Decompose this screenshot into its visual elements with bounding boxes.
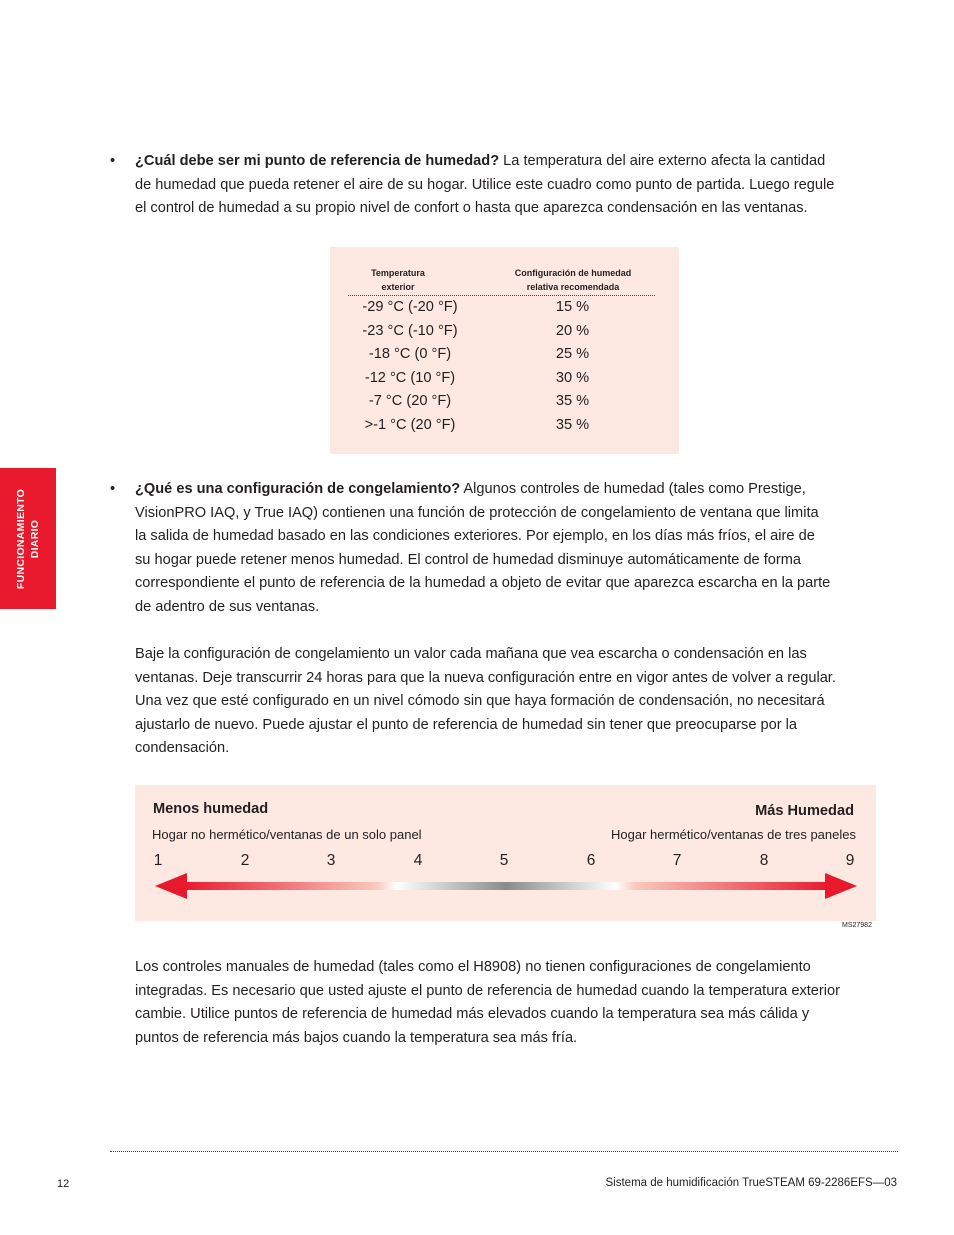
page-number: 12 — [57, 1178, 70, 1190]
scale-number: 4 — [413, 852, 423, 869]
scale-number: 1 — [153, 852, 163, 869]
table-row: >-1 °C (20 °F) 35 % — [364, 416, 590, 433]
scale-number: 5 — [499, 852, 509, 869]
paragraph-manual-controls: Los controles manuales de humedad (tales como el H8908) no tienen configuraciones de congelamiento integradas. Es necesario que usted ajuste el punto de referencia de humedad cuando la temperatura exterior cambie. Utilice puntos de referencia de humedad más elevados cuando la temperatura sea más cálida y puntos de referencia más bajos cuando la temperatura sea más fría. — [135, 959, 841, 1046]
scale-number: 2 — [240, 852, 250, 869]
table-row: -7 °C (20 °F) 35 % — [368, 393, 590, 409]
table-header-humidity: Configuración de humedad relativa recomendada — [514, 268, 632, 292]
more-humidity-sublabel: Hogar hermético/ventanas de tres paneles — [611, 827, 856, 842]
less-humidity-sublabel: Hogar no hermético/ventanas de un solo panel — [152, 827, 422, 842]
table-row: -29 °C (-20 °F) 15 % — [362, 299, 590, 315]
scale-number: 3 — [326, 852, 336, 869]
section-tab — [0, 468, 56, 609]
scale-number: 9 — [845, 852, 855, 869]
paragraph-adjust-freeze: Baje la configuración de congelamiento un valor cada mañana que vea escarcha o condensación en las ventanas. Deje transcurrir 24 horas para que la nueva configuración entre en vigor antes de volver a regular. Una vez que esté configurado en un nivel cómodo sin que haya formación de condensación, no necesitará ajustarlo de nuevo. Puede ajustar el punto de referencia de humedad sin tener que preocuparse por la condensación. — [135, 646, 836, 757]
bullet-q2: • — [110, 481, 116, 497]
scale-number: 6 — [586, 852, 596, 869]
bullet-q1: • — [110, 153, 116, 169]
table-header-temperature: Temperatura exterior — [371, 268, 425, 292]
table-row: -18 °C (0 °F) 25 % — [368, 346, 590, 362]
scale-number: 8 — [759, 852, 769, 869]
figure-code: MS27982 — [842, 922, 872, 929]
footer-divider — [110, 1151, 898, 1152]
paragraph-humidity-setpoint: ¿Cuál debe ser mi punto de referencia de humedad? La temperatura del aire externo afecta la cantidad de humedad que pueda retener el aire de su hogar. Utilice este cuadro como punto de partida. Luego regule el control de humedad a su propio nivel de confort o hasta que aparezca condensación en las ventanas. — [135, 153, 835, 217]
section-tab-label: FUNCIONAMIENTO DIARIO — [15, 488, 41, 589]
paragraph-freeze-setting: ¿Qué es una configuración de congelamiento? Algunos controles de humedad (tales como Prestige, VisionPRO IAQ, y True IAQ) contienen una función de protección de congelamiento de ventana que limita la salida de humedad basado en las condiciones exteriores. Por ejemplo, en los días más fríos, el aire de su hogar puede retener menos humedad. El control de humedad disminuye automáticamente de forma correspondiente el punto de referencia de la humedad a objeto de evitar que aparezca escarcha en la parte de adentro de sus ventanas. — [135, 481, 831, 615]
question-title: ¿Qué es una configuración de congelamiento? — [135, 481, 461, 497]
scale-number: 7 — [672, 852, 682, 869]
humidity-table — [330, 247, 679, 454]
question-title: ¿Cuál debe ser mi punto de referencia de humedad? — [135, 153, 500, 169]
less-humidity-label: Menos humedad — [153, 801, 269, 817]
humidity-scale-figure — [135, 785, 876, 921]
table-row: -23 °C (-10 °F) 20 % — [362, 322, 590, 339]
double-arrow-icon — [155, 873, 857, 899]
more-humidity-label: Más Humedad — [755, 803, 854, 819]
table-row: -12 °C (10 °F) 30 % — [364, 369, 590, 386]
footer-text: Sistema de humidificación TrueSTEAM 69-2286EFS—03 — [605, 1177, 897, 1189]
